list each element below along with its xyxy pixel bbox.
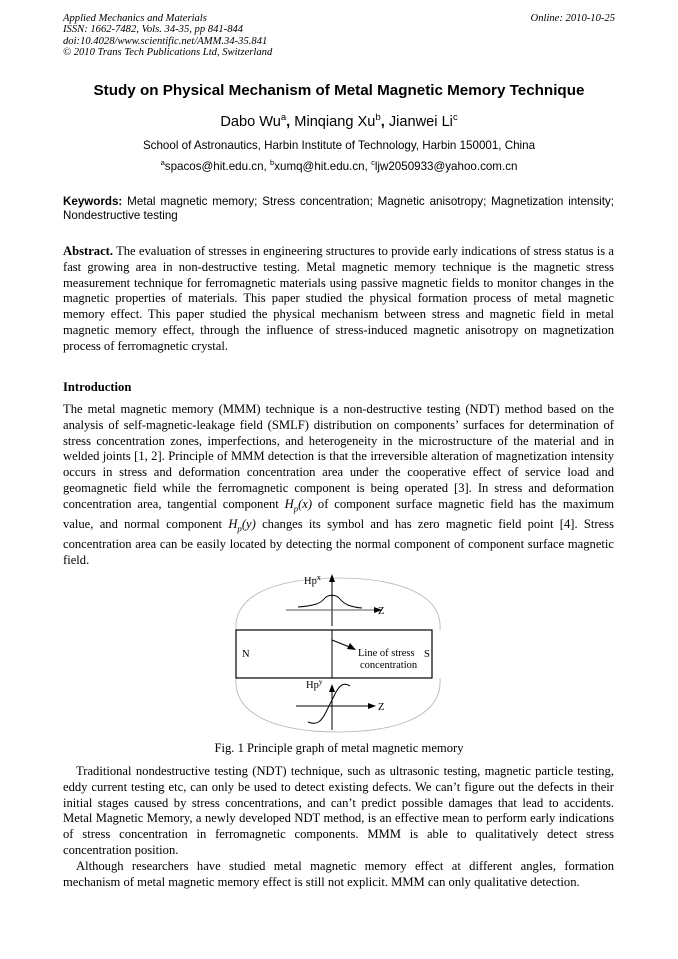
keywords	[63, 195, 614, 224]
email-sup: a	[160, 158, 165, 168]
author-name: Dabo Wu	[220, 114, 281, 130]
label-north: N	[242, 649, 250, 660]
figure-caption: Fig. 1 Principle graph of metal magnetic memory	[214, 741, 464, 755]
email-link[interactable]: spacos@hit.edu.cn	[164, 160, 264, 173]
arrow-right-icon	[368, 703, 376, 709]
copyright-line: © 2010 Trans Tech Publications Ltd, Switzerland	[63, 47, 273, 59]
abstract-text: The evaluation of stresses in engineering structures to provide early indications of stress status is a fast growing area in non-destructive testing. Metal magnetic memory technique is the magnetic stress measurement technique for ferromagnetic materials using passive magnetic fields to monitor changes in the magnetic properties of materials. This paper studied the physical formation process of metal magnetic memory effect. This paper studied the physical mechanism between stress and magnetic field in metal magnetic memory effect, through the influence of stress-induced magnetic anisotropy on magnetization process of ferromagnetic crystal.	[63, 244, 615, 353]
email-sup: b	[270, 158, 275, 168]
field-line-top	[236, 578, 440, 630]
label-z-bottom: Z	[378, 702, 385, 713]
author-name: Minqiang Xu	[294, 114, 376, 130]
journal-name: Applied Mechanics and Materials	[63, 13, 207, 24]
intro-text: changes its symbol and has zero magnetic field point [4]. Stress concentration area can be easily located by detecting the normal component of component surface magnetic field.	[63, 517, 614, 568]
affiliation: School of Astronautics, Harbin Institute of Technology, Harbin 150001, China	[142, 139, 536, 152]
author-list: Dabo Wu$^a$, Minqiang Xu$^b$, Jianwei Li$^c$	[220, 112, 458, 130]
online-date: Online: 2010-10-25	[530, 13, 615, 24]
label-south: S	[424, 649, 430, 660]
label-line-of-stress: Line of stress	[358, 648, 415, 659]
figure-1-diagram	[228, 570, 448, 740]
abstract-label: Abstract.	[63, 244, 114, 258]
author-sup: b	[375, 112, 381, 124]
author-sup: a	[280, 112, 287, 124]
journal-header	[63, 13, 272, 59]
author-sup: c	[452, 112, 458, 124]
email-link[interactable]: xumq@hit.edu.cn	[274, 160, 365, 173]
email-sup: c	[371, 158, 375, 168]
keywords-text: Metal magnetic memory; Stress concentration; Magnetic anisotropy; Magnetization intensity; Nondestructive testing	[63, 195, 614, 223]
abstract	[63, 244, 614, 355]
hpy-symbol: $H_p(y)$	[228, 517, 256, 534]
intro-paragraph-2	[63, 764, 614, 890]
paragraph-research: Although researchers have studied metal magnetic memory effect at different angles, formation mechanism of metal magnetic memory effect is still not explicit. MMM can only qualitative detection.	[63, 858, 614, 889]
keywords-label: Keywords:	[63, 195, 123, 208]
doi-line: doi:10.4028/www.scientific.net/AMM.34-35.841	[63, 35, 268, 47]
email-list: $^a$spacos@hit.edu.cn, $^b$xumq@hit.edu.cn, $^c$ljw2050933@yahoo.com.cn	[160, 158, 518, 173]
section-heading-introduction: Introduction	[63, 380, 132, 394]
intro-text: of component surface magnetic field has the maximum value, and normal component	[63, 496, 614, 532]
label-hpy: Hp$^y$	[306, 677, 323, 691]
author-name: Jianwei Li	[388, 114, 453, 130]
hpx-symbol: $H_p(x)$	[284, 496, 313, 514]
tangential-curve	[298, 595, 362, 608]
email-link[interactable]: ljw2050933@yahoo.com.cn	[374, 160, 518, 173]
field-line-bottom	[236, 678, 440, 732]
paper-title: Study on Physical Mechanism of Metal Magnetic Memory Technique	[93, 82, 585, 99]
label-concentration: concentration	[360, 660, 418, 671]
intro-paragraph-1	[63, 402, 614, 569]
label-z-top: Z	[378, 606, 385, 617]
issn-line: ISSN: 1662-7482, Vols. 34-35, pp 841-844	[63, 24, 244, 36]
intro-text: The metal magnetic memory (MMM) technique is a non-destructive testing (NDT) method based on the analysis of self-magnetic-leakage field (SMLF) distribution on components’ surfaces for determination of stress concentration zones, imperfections, and heterogeneity in the microstructure of the material and in welded joints [1, 2]. Principle of MMM detection is that the irreversible alteration of magnetization intensity occurs in stress and deformation concentration area under the cooperative effect of service load and geomagnetic field while the ferromagnetic component is being operated [3]. In stress and deformation concentration area, tangential component	[63, 402, 614, 511]
label-hpx: Hp$^x$	[304, 573, 321, 587]
paragraph-ndt: Traditional nondestructive testing (NDT) technique, such as ultrasonic testing, magnetic particle testing, eddy current testing etc, can only be used to detect existing defects. We can’t figure out the defects in their initial stages caused by stress concentrations, and can’t predict possible damages that lead to accidents. Metal Magnetic Memory, a newly developed NDT method, is an effective mean to perform early indications of stress concentration in ferromagnetic components. MMM is able to qualitatively detect stress concentration position.	[63, 764, 614, 857]
arrow-up-icon	[329, 684, 335, 692]
